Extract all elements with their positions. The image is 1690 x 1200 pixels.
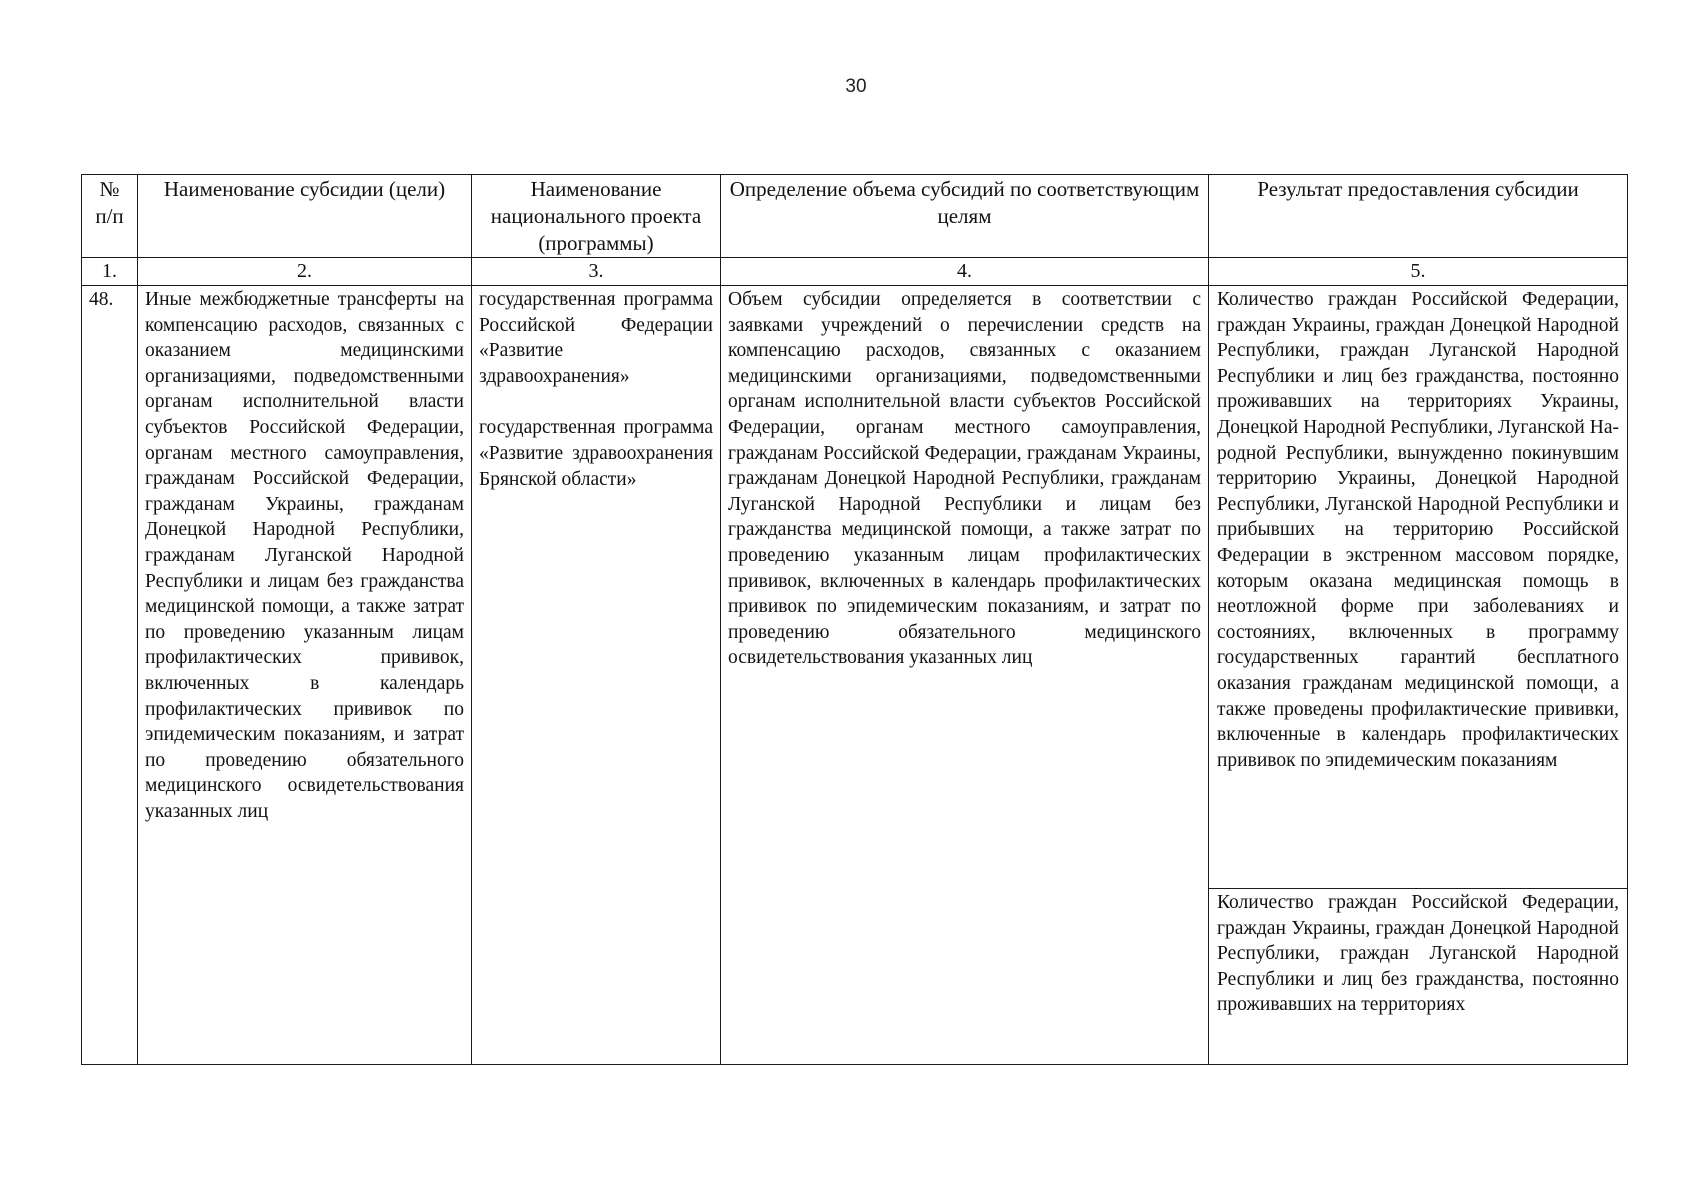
header-result: Результат предоставления субсидии: [1209, 175, 1628, 258]
header-project: Наименование национального проекта (программы): [472, 175, 721, 258]
volume-definition-cell: Объем субсидии определяется в соответствии с заявками учреждений о перечислении средств на компенсацию расходов, связанных с оказанием медицинскими организациями, подведомственными органам исполнительной власти субъектов Российской Федерации, органам местного самоуправления, гражданам Российской Федерации, гражданам Украины, гражданам Донецкой Народной Республики, гражданам Луганской Народной Республики и лицам без гражданства медицинской помощи, а также затрат по проведению указанным лицам профилактических прививок, включенных в календарь профилактических прививок по эпидемическим показаниям, и затрат по проведению обязательного медицинского освидетельствования указанных лиц: [721, 286, 1209, 1065]
page-number: 30: [845, 76, 867, 97]
result-item: Количество граждан Российской Федерации, граждан Украины, граждан Донецкой Народной Республики, граждан Луганской Народной Республики и лиц без гражданства, постоянно проживавших на территориях Украины, Донецкой Народной Республики, Луганской На-родной Республики, вынужденно покинувшим территорию Украины, Донецкой Народной Республики, Луганской Народной Республики и прибывших на территорию Российской Федерации в экстренном массовом порядке, которым оказана медицинская помощь в неотложной форме при заболеваниях и состояниях, включенных в программу государственных гарантий бесплатного оказания гражданам медицинской помощи, а также проведены профилактические прививки, включенные в календарь профилактических прививок по эпидемическим показаниям: [1209, 286, 1627, 889]
result-cell: [1209, 286, 1628, 1065]
project-item: государственная программа Российской Федерации «Развитие здравоохранения»: [479, 289, 713, 387]
header-volume-definition: Определение объема субсидий по соответствующим целям: [721, 175, 1209, 258]
subsidy-name-cell: Иные межбюджетные трансферты на компенсацию расходов, связанных с оказанием медицинскими организациями, подведомственными органам исполнительной власти субъектов Российской Федерации, органам местного самоуправления, гражданам Российской Федерации, гражданам Украины, гражданам Донецкой Народной Республики, гражданам Луганской Народной Республики и лицам без гражданства медицинской помощи, а также затрат по проведению указанным лицам профилактических прививок, включенных в календарь профилактических прививок по эпидемическим показаниям, и затрат по проведению обязательного медицинского освидетельствования указанных лиц: [138, 286, 472, 1065]
column-number: 2.: [138, 258, 472, 286]
column-number: 3.: [472, 258, 721, 286]
column-number: 1.: [82, 258, 138, 286]
paragraph-spacer: [479, 389, 713, 415]
project-cell: [472, 286, 721, 1065]
subsidy-table: [81, 174, 1628, 1065]
result-item: Количество граждан Российской Федерации, граждан Украины, граждан Донецкой Народной Республики, граждан Луганской Народной Республики и лиц без гражданства, постоянно проживавших на территориях: [1217, 892, 1619, 1016]
table-header-row: [82, 175, 1628, 258]
header-subsidy-name: Наименование субсидии (цели): [138, 175, 472, 258]
row-number: 48.: [82, 286, 138, 1065]
table-row: [82, 286, 1628, 1065]
project-item: государственная программа «Развитие здравоохранения Брянской области»: [479, 417, 713, 490]
column-number: 5.: [1209, 258, 1628, 286]
header-number: № п/п: [82, 175, 138, 258]
column-number: 4.: [721, 258, 1209, 286]
column-number-row: [82, 258, 1628, 286]
